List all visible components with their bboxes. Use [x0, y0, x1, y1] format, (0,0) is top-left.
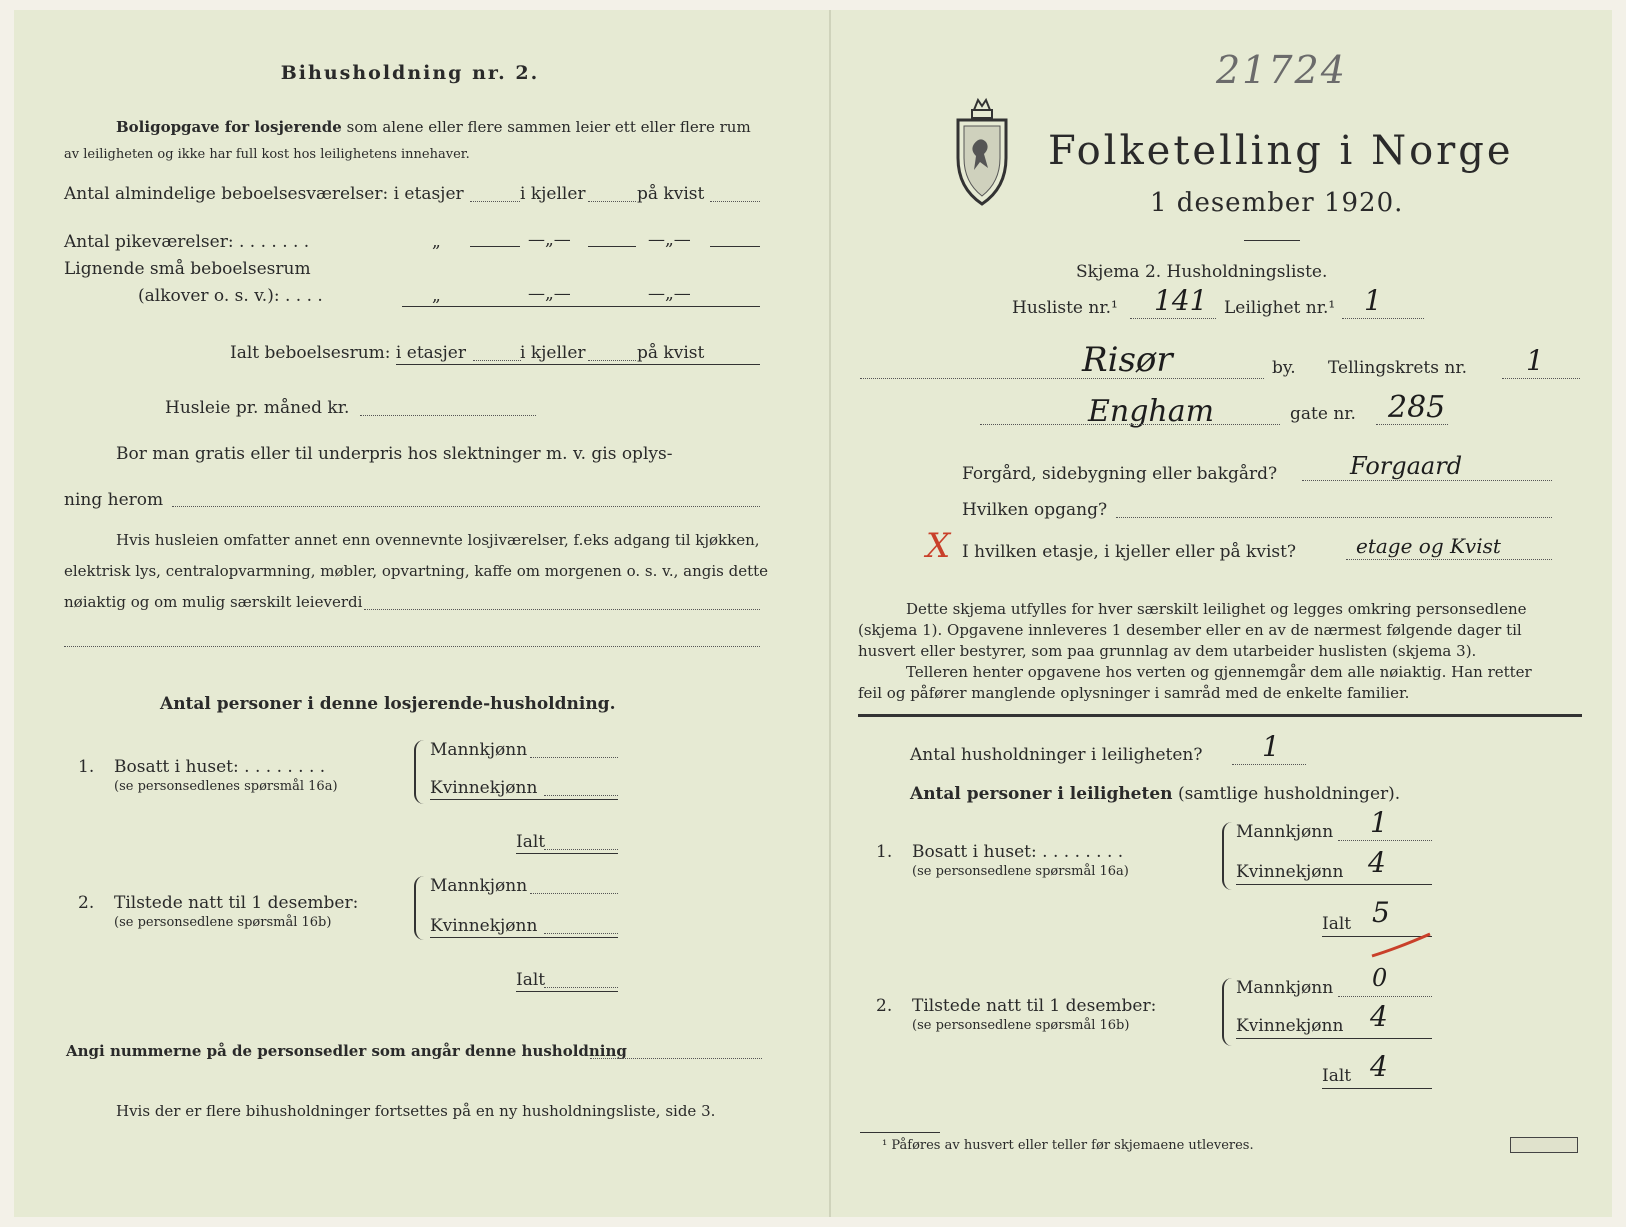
husliste-label: Husliste nr.¹: [1012, 298, 1118, 318]
ditto-dash: —„—: [528, 284, 571, 304]
etasje-red-mark: X: [926, 526, 951, 566]
field-kvist-alm[interactable]: [710, 201, 760, 202]
antal-husholdninger-label: Antal husholdninger i leiligheten?: [910, 745, 1203, 765]
bor-man-line-2: ning herom: [64, 490, 164, 510]
husleie-label: Husleie pr. måned kr.: [165, 398, 350, 418]
intro-rest-1: som alene eller flere sammen leier ett eller flere rum: [346, 118, 751, 136]
right-q1-sub: (se personsedlene spørsmål 16a): [912, 864, 1129, 879]
angi-nummerne: Angi nummerne på de personsedler som angår denne husholdning: [66, 1042, 627, 1060]
label-pa-kvist: på kvist: [637, 184, 705, 204]
left-q1-mann-field[interactable]: [530, 757, 618, 758]
leilighet-value[interactable]: 1: [1364, 284, 1382, 317]
husleie-field[interactable]: [360, 415, 536, 416]
antal-husholdninger-value[interactable]: 1: [1262, 730, 1280, 763]
coat-of-arms-icon: [952, 96, 1012, 210]
label-i-kjeller: i kjeller: [520, 184, 586, 204]
bor-man-line-1: Bor man gratis eller til underpris hos slektninger m. v. gis oplys-: [116, 444, 673, 464]
intro-bold: Boligopgave for losjerende: [116, 118, 342, 136]
etasje-label: I hvilken etasje, i kjeller eller på kvist?: [962, 542, 1297, 562]
leieverdi-field[interactable]: [364, 609, 760, 610]
ditto-dash: —„—: [648, 230, 691, 250]
right-q1-ialt: Ialt: [1322, 914, 1352, 934]
right-q1-ialt-value[interactable]: 5: [1372, 896, 1390, 929]
right-q2-mannkjonn: Mannkjønn: [1236, 978, 1334, 998]
right-title: Folketelling i Norge: [1048, 128, 1514, 174]
left-footer: Hvis der er flere bihusholdninger fortsettes på en ny husholdningsliste, side 3.: [116, 1102, 716, 1120]
page-fold: [829, 10, 831, 1217]
ditto-dash: —„—: [528, 230, 571, 250]
left-q1-sub: (se personsedlenes spørsmål 16a): [114, 779, 338, 794]
left-title: Bihusholdning nr. 2.: [280, 62, 540, 84]
right-q1-num: 1.: [876, 842, 893, 862]
right-q2-ialt: Ialt: [1322, 1066, 1352, 1086]
leilighet-label: Leilighet nr.¹: [1224, 298, 1336, 318]
gate-label: gate nr.: [1290, 404, 1356, 424]
etasje-value[interactable]: etage og Kvist: [1356, 534, 1501, 558]
instr-line-1: Dette skjema utfylles for hver særskilt leilighet og legges omkring personsedlene: [906, 600, 1527, 618]
field-kjeller-alm[interactable]: [588, 201, 636, 202]
husliste-value[interactable]: 141: [1154, 284, 1208, 317]
intro-line-1: [116, 118, 751, 136]
archive-number: 21724: [1216, 48, 1347, 92]
row-pikevaerelser: Antal pikeværelser: . . . . . . .: [64, 232, 310, 252]
left-q1-brace: [414, 740, 426, 804]
left-q2-mannkjonn: Mannkjønn: [430, 876, 528, 896]
street-value[interactable]: Engham: [1088, 394, 1215, 429]
right-q2-kvinne-value[interactable]: 4: [1370, 1000, 1388, 1033]
instr-line-5: feil og påfører manglende oplysninger i samråd med de enkelte familier.: [858, 684, 1410, 702]
antal-personer-rest: (samtlige husholdninger).: [1177, 784, 1401, 804]
row-lignende: Lignende små beboelsesrum: [64, 259, 311, 279]
left-antal-personer-heading: Antal personer i denne losjerende-husholdning.: [160, 694, 616, 714]
opgang-field[interactable]: [1116, 517, 1552, 518]
census-date: 1 desember 1920.: [1150, 188, 1404, 218]
label-i-kjeller: i kjeller: [520, 343, 586, 363]
right-q2-mann-value[interactable]: 0: [1372, 964, 1388, 992]
label-pa-kvist: på kvist: [637, 343, 705, 363]
right-q2-ialt-value[interactable]: 4: [1370, 1050, 1388, 1083]
instr-line-2: (skjema 1). Opgavene innleveres 1 desember eller en av de nærmest følgende dager til: [858, 621, 1522, 639]
ditto-mark: „: [432, 232, 441, 252]
left-q2-ialt: Ialt: [516, 970, 546, 990]
left-q1-ialt-field[interactable]: [544, 849, 618, 850]
right-q1-label: Bosatt i huset: . . . . . . . .: [912, 842, 1124, 862]
tellingskrets-value[interactable]: 1: [1526, 344, 1544, 377]
instruction-divider: [858, 714, 1582, 717]
right-q1-mann-value[interactable]: 1: [1370, 806, 1388, 839]
row-antal-almindelige: Antal almindelige beboelsesværelser: i etasjer: [64, 184, 464, 204]
gate-value[interactable]: 285: [1388, 390, 1446, 425]
hvis-line-2: elektrisk lys, centralopvarmning, møbler, opvartning, kaffe om morgenen o. s. v., angis dette: [64, 562, 769, 580]
right-q2-label: Tilstede natt til 1 desember:: [912, 996, 1157, 1016]
right-q1-kvinne-value[interactable]: 4: [1368, 846, 1386, 879]
left-q2-num: 2.: [78, 893, 95, 913]
right-q2-kvinnekjonn: Kvinnekjønn: [1236, 1016, 1344, 1036]
antal-personer-bold: Antal personer i leiligheten: [910, 784, 1173, 804]
instr-line-3: husvert eller bestyrer, som paa grunnlag av dem utarbeider huslisten (skjema 3).: [858, 642, 1477, 660]
right-q2-num: 2.: [876, 996, 893, 1016]
right-q2-sub: (se personsedlene spørsmål 16b): [912, 1018, 1130, 1033]
left-q1-mannkjonn: Mannkjønn: [430, 740, 528, 760]
field-kjeller-ialt[interactable]: [588, 360, 636, 361]
forgard-value[interactable]: Forgaard: [1350, 452, 1463, 480]
left-q2-kvinne-field[interactable]: [544, 933, 618, 934]
tellingskrets-label: Tellingskrets nr.: [1328, 358, 1468, 378]
intro-line-2: av leiligheten og ikke har full kost hos leilighetens innehaver.: [64, 147, 470, 162]
left-q2-mann-field[interactable]: [530, 893, 618, 894]
footnote: ¹ Påføres av husvert eller teller før skjemaene utleveres.: [882, 1138, 1254, 1153]
antal-personer-line: [910, 784, 1400, 804]
ditto-mark: „: [432, 286, 441, 306]
right-q1-brace: [1222, 822, 1234, 890]
angi-field[interactable]: [590, 1058, 762, 1059]
right-q1-kvinnekjonn: Kvinnekjønn: [1236, 862, 1344, 882]
ditto-dash: —„—: [648, 284, 691, 304]
hvis-line-1: Hvis husleien omfatter annet enn ovennevnte losjiværelser, f.eks adgang til kjøkken,: [116, 531, 760, 549]
left-q1-label: Bosatt i huset: . . . . . . . .: [114, 757, 326, 777]
left-q2-kvinnekjonn: Kvinnekjønn: [430, 916, 538, 936]
bor-man-field[interactable]: [172, 506, 760, 507]
left-q1-kvinnekjonn: Kvinnekjønn: [430, 778, 538, 798]
left-q2-sub: (se personsedlene spørsmål 16b): [114, 915, 332, 930]
field-etasjer-alm[interactable]: [470, 201, 520, 202]
printer-stamp: [1510, 1137, 1578, 1153]
ialt-beboelsesrum: Ialt beboelsesrum: i etasjer: [230, 343, 466, 363]
red-check-mark-icon: [1368, 930, 1438, 960]
left-q1-num: 1.: [78, 757, 95, 777]
left-q2-brace: [414, 876, 426, 940]
leieverdi-field-2[interactable]: [64, 646, 760, 647]
left-q1-kvinne-field[interactable]: [544, 795, 618, 796]
right-q2-brace: [1222, 978, 1234, 1046]
opgang-label: Hvilken opgang?: [962, 500, 1108, 520]
by-label: by.: [1272, 358, 1296, 378]
forgard-label: Forgård, sidebygning eller bakgård?: [962, 464, 1278, 484]
instr-line-4: Telleren henter opgavene hos verten og gjennemgår dem alle nøiaktig. Han retter: [906, 663, 1532, 681]
hvis-line-3: nøiaktig og om mulig særskilt leieverdi: [64, 593, 363, 611]
right-q1-mannkjonn: Mannkjønn: [1236, 822, 1334, 842]
skjema-label: Skjema 2. Husholdningsliste.: [1076, 262, 1328, 282]
left-q2-ialt-field[interactable]: [544, 987, 618, 988]
left-q1-ialt: Ialt: [516, 832, 546, 852]
city-value[interactable]: Risør: [1082, 340, 1173, 380]
row-alkover: (alkover o. s. v.): . . . .: [138, 286, 323, 306]
field-etasjer-ialt[interactable]: [473, 360, 521, 361]
left-q2-label: Tilstede natt til 1 desember:: [114, 893, 359, 913]
